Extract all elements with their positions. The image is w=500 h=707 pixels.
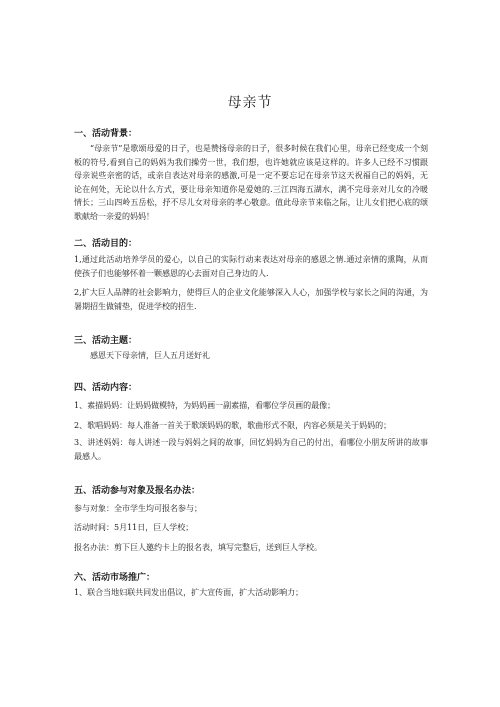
participants-line-3: 报名办法：剪下巨人邀约卡上的报名表，填写完整后，送到巨人学校。 <box>74 543 322 552</box>
purpose-paragraph-2: 2,扩大巨人品牌的社会影响力，使得巨人的企业文化能够深入人心，加强学校与家长之间的沟通，为暑期招生做铺垫，促进学校的招生. <box>74 288 428 311</box>
participants-line-2: 活动时间：5月11日，巨人学校； <box>74 523 194 532</box>
content-item-2: 2、歌唱妈妈：每人准备一首关于歌颂妈妈的歌，歌曲形式不限，内容必须是关于妈妈的； <box>74 421 392 430</box>
document-title: 母亲节 <box>227 95 273 111</box>
content-item-3: 3、讲述妈妈：每人讲述一段与妈妈之间的故事，回忆妈妈为自己的付出，看哪位小朋友所讲的故事最感人。 <box>74 438 428 461</box>
section-heading-background: 一、活动背景： <box>74 129 138 139</box>
content-item-1: 1、素描妈妈：让妈妈做模特，为妈妈画一副素描，看哪位学员画的最像； <box>74 401 336 410</box>
section-heading-purpose: 二、活动目的： <box>74 239 138 249</box>
section-heading-content: 四、活动内容： <box>74 383 138 393</box>
section-heading-theme: 三、活动主题： <box>74 336 138 346</box>
section-heading-promotion: 六、活动市场推广： <box>74 573 156 583</box>
theme-text: 感恩天下母亲情，巨人五月送好礼 <box>90 351 210 360</box>
promotion-item-1: 1、联合当地妇联共同发出倡议，扩大宣传面，扩大活动影响力； <box>74 588 304 597</box>
section-heading-participants: 五、活动参与对象及报名办法： <box>74 486 201 496</box>
purpose-paragraph-1: 1,通过此活动培养学员的爱心，以自己的实际行动来表达对母亲的感恩之情.通过亲情的熏陶，从而使孩子们也能够怀着一颗感恩的心去面对自己身边的人. <box>74 255 428 278</box>
background-paragraph: “母亲节”是歌颂母爱的日子，也是赞扬母亲的日子，很多时候在我们心里，母亲已经变成一个刻板的符号,看到自己的妈妈为我们操劳一世，我们想，也许她就应该是这样的。许多人已经不习惯跟母亲说些亲密的话，或亲自表达对母亲的感激,可是一定不要忘记在母亲节这天祝福自己的妈妈，无论在何处，无论以什么方式，要让母亲知道你是爱她的.三江四海五湖水，满不完母亲对儿女的冷暖情长；三山四岭五岳松，抒不尽儿女对母亲的孝心敬意。值此母亲节来临之际，让儿女们把心底的颂歌献给一亲爱的妈妈！ <box>74 144 428 221</box>
participants-line-1: 参与对象：全市学生均可报名参与； <box>74 504 202 513</box>
